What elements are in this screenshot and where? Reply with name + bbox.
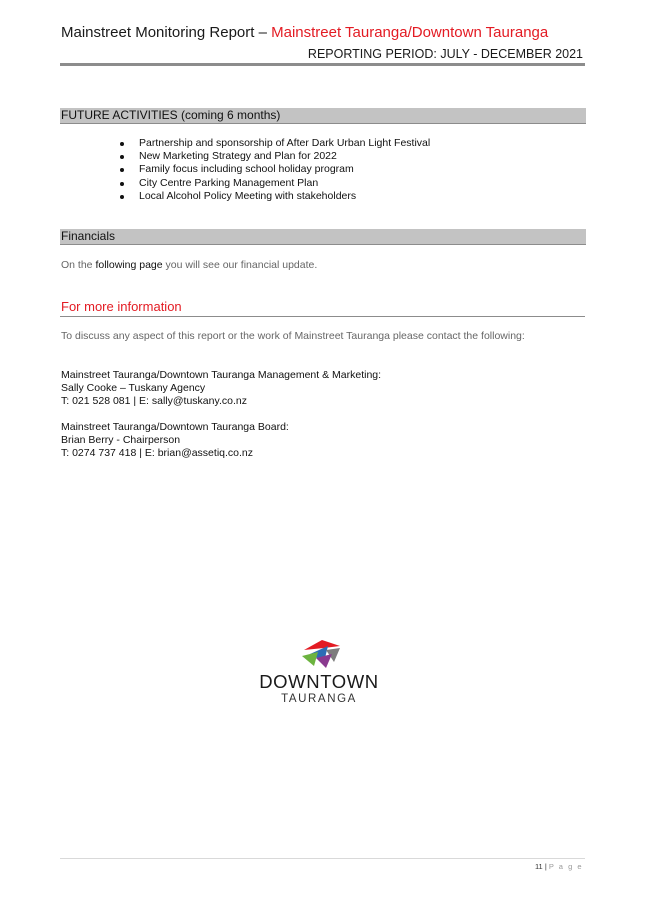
future-activities-heading: FUTURE ACTIVITIES (coming 6 months) (60, 108, 586, 124)
list-item: City Centre Parking Management Plan (118, 177, 430, 190)
contact-intro: To discuss any aspect of this report or the work of Mainstreet Tauranga please contact the following: (61, 330, 525, 342)
more-information-heading: For more information (61, 299, 182, 314)
future-activities-list (118, 137, 430, 203)
list-item: Local Alcohol Policy Meeting with stakeholders (118, 190, 430, 203)
contact-role: Mainstreet Tauranga/Downtown Tauranga Board: (61, 421, 289, 433)
logo-green-shape (302, 652, 318, 666)
following-page-link[interactable]: following page (95, 259, 163, 271)
report-title-prefix: Mainstreet Monitoring Report – (61, 24, 272, 41)
contact-management (61, 369, 381, 407)
financials-heading: Financials (60, 229, 586, 245)
report-title (61, 24, 548, 41)
financials-text-start: On the (61, 259, 96, 271)
list-item: Partnership and sponsorship of After Dark Urban Light Festival (118, 137, 430, 150)
header-divider (60, 63, 585, 66)
list-item: New Marketing Strategy and Plan for 2022 (118, 150, 430, 163)
downtown-tauranga-logo (240, 632, 398, 718)
financials-text-end: you will see our financial update. (162, 259, 318, 271)
logo-red-shape (304, 640, 340, 650)
contact-details: T: 021 528 081 | E: sally@tuskany.co.nz (61, 394, 247, 407)
contact-details: T: 0274 737 418 | E: brian@assetiq.co.nz (61, 446, 254, 459)
contact-name: Brian Berry - Chairperson (61, 433, 181, 446)
reporting-period: REPORTING PERIOD: JULY - DECEMBER 2021 (307, 47, 583, 61)
page-label: P a g e (548, 862, 583, 871)
page-number-separator: | (542, 862, 549, 871)
page-number (535, 862, 583, 871)
financials-text (61, 259, 317, 271)
page-number-value: 11 (534, 862, 543, 871)
footer-divider (60, 858, 585, 859)
contact-role: Mainstreet Tauranga/Downtown Tauranga Management & Marketing: (61, 369, 382, 381)
contact-name: Sally Cooke – Tuskany Agency (61, 381, 206, 394)
logo-subtitle: TAURANGA (281, 693, 357, 705)
contact-board (61, 421, 289, 459)
list-item: Family focus including school holiday program (118, 163, 430, 176)
report-title-org: Mainstreet Tauranga/Downtown Tauranga (271, 24, 549, 41)
more-information-divider (60, 316, 585, 317)
logo-wordmark: DOWNTOWN (259, 671, 379, 692)
logo-mark-icon (240, 632, 398, 672)
